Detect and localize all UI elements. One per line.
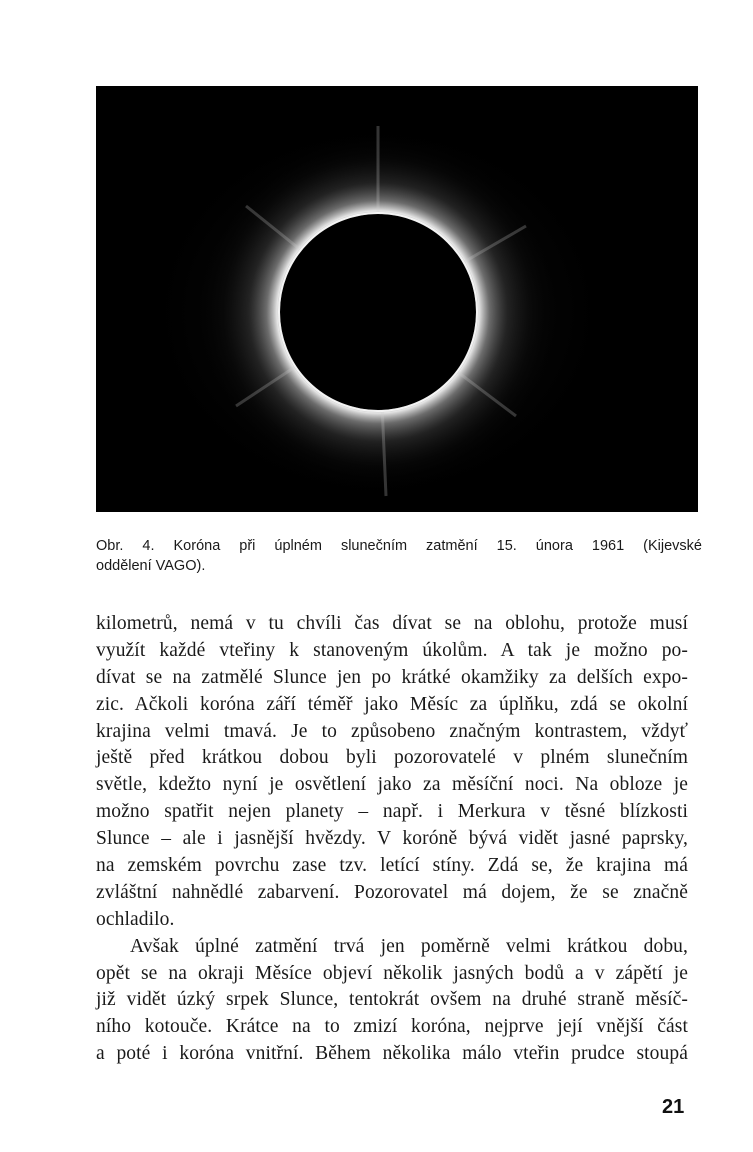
text-line: opět se na okraji Měsíce objeví několik jasných bodů a v zápětí je	[96, 962, 688, 984]
text-line: krajina velmi tmavá. Je to způsobeno značným kontrastem, vždyť	[96, 720, 688, 742]
text-line: dívat se na zatmělé Slunce jen po krátké okamžiky za delších expo-	[96, 666, 688, 688]
caption-line: oddělení VAGO).	[96, 558, 206, 574]
eclipse-photo	[96, 86, 698, 512]
text-line: ještě před krátkou dobou byli pozorovatelé v plném slunečním	[96, 747, 688, 769]
text-line: již vidět úzký srpek Slunce, tentokrát ovšem na druhé straně měsíč-	[96, 989, 688, 1011]
text-line: a poté i koróna vnitřní. Během několika málo vteřin prudce stoupá	[96, 1043, 688, 1065]
text-line: ního kotouče. Krátce na to zmizí koróna, nejprve její vnější část	[96, 1016, 688, 1038]
body-text	[96, 611, 688, 1068]
text-line: Avšak úplné zatmění trvá jen poměrně velmi krátkou dobu,	[130, 935, 688, 957]
text-line: světle, kdežto nyní je osvětlení jako za měsíční noci. Na obloze je	[96, 774, 688, 796]
text-line: zic. Ačkoli koróna září téměř jako Měsíc za úplňku, zdá se okolní	[96, 693, 688, 715]
text-line: na zemském povrchu zase tzv. letící stíny. Zdá se, že krajina má	[96, 855, 688, 877]
text-line: ochladilo.	[96, 908, 175, 930]
text-line: kilometrů, nemá v tu chvíli čas dívat se na oblohu, protože musí	[96, 613, 688, 634]
text-line: možno spatřit nejen planety – např. i Merkura v těsné blízkosti	[96, 801, 688, 823]
text-line: zvláštní nahnědlé zabarvení. Pozorovatel má dojem, že se značně	[96, 881, 688, 903]
figure-caption	[96, 536, 702, 576]
corona-illustration	[96, 86, 698, 512]
text-line: využít každé vteřiny k stanoveným úkolům. A tak je možno po-	[96, 639, 688, 661]
caption-line: Obr. 4. Koróna při úplném slunečním zatmění 15. února 1961 (Kijevské	[96, 538, 702, 554]
text-line: Slunce – ale i jasnější hvězdy. V koróně bývá vidět jasné paprsky,	[96, 828, 688, 850]
page-number: 21	[662, 1096, 685, 1118]
moon-disc	[280, 214, 476, 410]
